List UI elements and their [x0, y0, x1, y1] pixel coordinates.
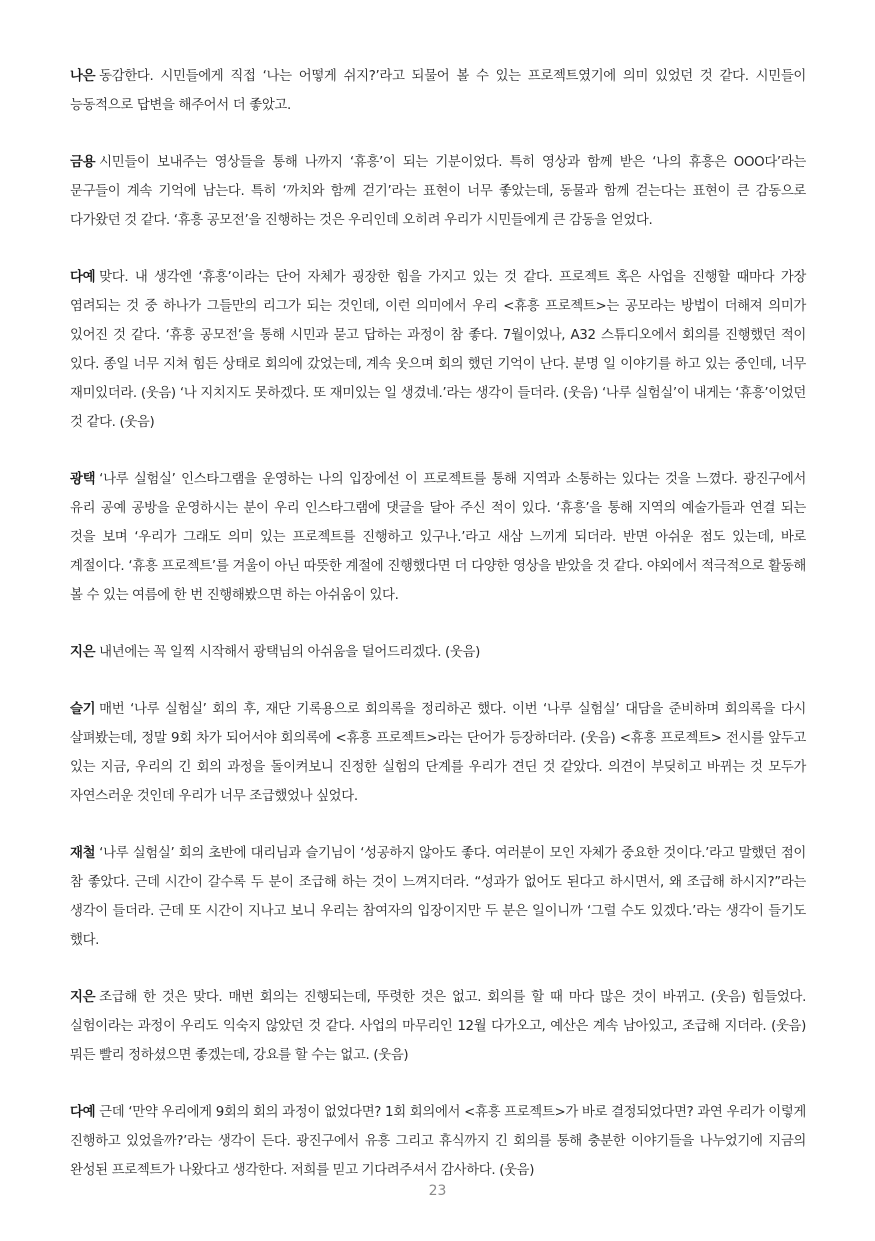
- speaker-name: 다예: [70, 270, 96, 285]
- dialogue-text: ‘나루 실험실’ 회의 초반에 대리님과 슬기님이 ‘성공하지 않아도 좋다. 여러분이 모인 자체가 중요한 것이다.’라고 말했던 점이 참 좋았다. 근데 시간이 갈수록 두 분이 조급해 하는 것이 느껴지더라. “성과가 없어도 된다고 하시면서, 왜 조급해 하시지?”라는 생각이 들더라. 근데 또 시간이 지나고 보니 우리는 참여자의 입장이지만 두 분은 일이니까 ‘그럴 수도 있겠다.’라는 생각이 들기도 했다.: [70, 846, 806, 948]
- speaker-name: 광택: [70, 472, 96, 487]
- dialogue-paragraph: [70, 983, 806, 1070]
- dialogue-text: 맞다. 내 생각엔 ‘휴흥’이라는 단어 자체가 굉장한 힘을 가지고 있는 것 같다. 프로젝트 혹은 사업을 진행할 때마다 가장 염려되는 것 중 하나가 그들만의 리그가 되는 것인데, 이런 의미에서 우리 <휴흥 프로젝트>는 공모라는 방법이 더해져 의미가 있어진 것 같다. ‘휴흥 공모전’을 통해 시민과 묻고 답하는 과정이 참 좋다. 7월이었나, A32 스튜디오에서 회의를 진행했던 적이 있다. 종일 너무 지쳐 힘든 상태로 회의에 갔었는데, 계속 웃으며 회의 했던 기억이 난다. 분명 일 이야기를 하고 있는 중인데, 너무 재미있더라. (웃음) ‘나 지치지도 못하겠다. 또 재미있는 일 생겼네.’라는 생각이 들더라. (웃음) ‘나루 실험실’이 내게는 ‘휴흥’이었던 것 같다. (웃음): [70, 270, 806, 430]
- dialogue-paragraph: [70, 465, 806, 610]
- dialogue-text: 시민들이 보내주는 영상들을 통해 나까지 ‘휴흥’이 되는 기분이었다. 특히 영상과 함께 받은 ‘나의 휴흥은 OOO다’라는 문구들이 계속 기억에 남는다. 특히 ‘까치와 함께 걷기’라는 표현이 너무 좋았는데, 동물과 함께 걷는다는 표현이 큰 감동으로 다가왔던 것 같다. ‘휴흥 공모전’을 진행하는 것은 우리인데 오히려 우리가 시민들에게 큰 감동을 얻었다.: [70, 155, 806, 228]
- speaker-name: 다예: [70, 1105, 96, 1120]
- speaker-name: 지은: [70, 645, 96, 660]
- dialogue-paragraph: [70, 839, 806, 955]
- dialogue-text: 동감한다. 시민들에게 직접 ‘나는 어떻게 쉬지?’라고 되물어 볼 수 있는 프로젝트였기에 의미 있었던 것 같다. 시민들이 능동적으로 답변을 해주어서 더 좋았고.: [70, 69, 806, 113]
- speaker-name: 나은: [70, 69, 96, 84]
- speaker-name: 지은: [70, 990, 96, 1005]
- speaker-name: 재철: [70, 846, 96, 861]
- dialogue-paragraph: [70, 695, 806, 811]
- dialogue-text: ‘나루 실험실’ 인스타그램을 운영하는 나의 입장에선 이 프로젝트를 통해 지역과 소통하는 있다는 것을 느꼈다. 광진구에서 유리 공예 공방을 운영하시는 분이 우리 인스타그램에 댓글을 달아 주신 적이 있다. ‘휴흥’을 통해 지역의 예술가들과 연결 되는 것을 보며 ‘우리가 그래도 의미 있는 프로젝트를 진행하고 있구나.’라고 새삼 느끼게 되더라. 반면 아쉬운 점도 있는데, 바로 계절이다. ‘휴흥 프로젝트’를 겨울이 아닌 따뜻한 계절에 진행했다면 더 다양한 영상을 받았을 것 같다. 야외에서 적극적으로 활동해 볼 수 있는 여름에 한 번 진행해봤으면 하는 아쉬움이 있다.: [70, 472, 806, 603]
- dialogue-text: 매번 ‘나루 실험실’ 회의 후, 재단 기록용으로 회의록을 정리하곤 했다. 이번 ‘나루 실험실’ 대담을 준비하며 회의록을 다시 살펴봤는데, 정말 9회 차가 되어서야 회의록에 <휴흥 프로젝트>라는 단어가 등장하더라. (웃음) <휴흥 프로젝트> 전시를 앞두고 있는 지금, 우리의 긴 회의 과정을 돌이켜보니 진정한 실험의 단계를 우리가 견딘 것 같았다. 의견이 부딪히고 바뀌는 것 모두가 자연스러운 것인데 우리가 너무 조급했었나 싶었다.: [70, 702, 806, 804]
- page-number: 23: [428, 1183, 447, 1199]
- dialogue-paragraph: [70, 148, 806, 235]
- dialogue-text: 내년에는 꼭 일찍 시작해서 광택님의 아쉬움을 덜어드리겠다. (웃음): [99, 645, 480, 660]
- dialogue-paragraph: [70, 1098, 806, 1185]
- dialogue-text: 근데 ‘만약 우리에게 9회의 회의 과정이 없었다면? 1회 회의에서 <휴흥 프로젝트>가 바로 결정되었다면? 과연 우리가 이렇게 진행하고 있었을까?’라는 생각이 든다. 광진구에서 유흥 그리고 휴식까지 긴 회의를 통해 충분한 이야기들을 나누었기에 지금의 완성된 프로젝트가 나왔다고 생각한다. 저희를 믿고 기다려주셔서 감사하다. (웃음): [70, 1105, 806, 1178]
- speaker-name: 슬기: [70, 702, 96, 717]
- speaker-name: 금용: [70, 155, 96, 170]
- dialogue-paragraph: [70, 263, 806, 437]
- dialogue-text: 조급해 한 것은 맞다. 매번 회의는 진행되는데, 뚜렷한 것은 없고. 회의를 할 때 마다 많은 것이 바뀌고. (웃음) 힘들었다. 실험이라는 과정이 우리도 익숙지 않았던 것 같다. 사업의 마무리인 12월 다가오고, 예산은 계속 남아있고, 조급해 지더라. (웃음) 뭐든 빨리 정하셨으면 좋겠는데, 강요를 할 수는 없고. (웃음): [70, 990, 806, 1063]
- dialogue-paragraph: [70, 62, 806, 120]
- dialogue-paragraph: [70, 638, 806, 667]
- document-body: [70, 62, 806, 1213]
